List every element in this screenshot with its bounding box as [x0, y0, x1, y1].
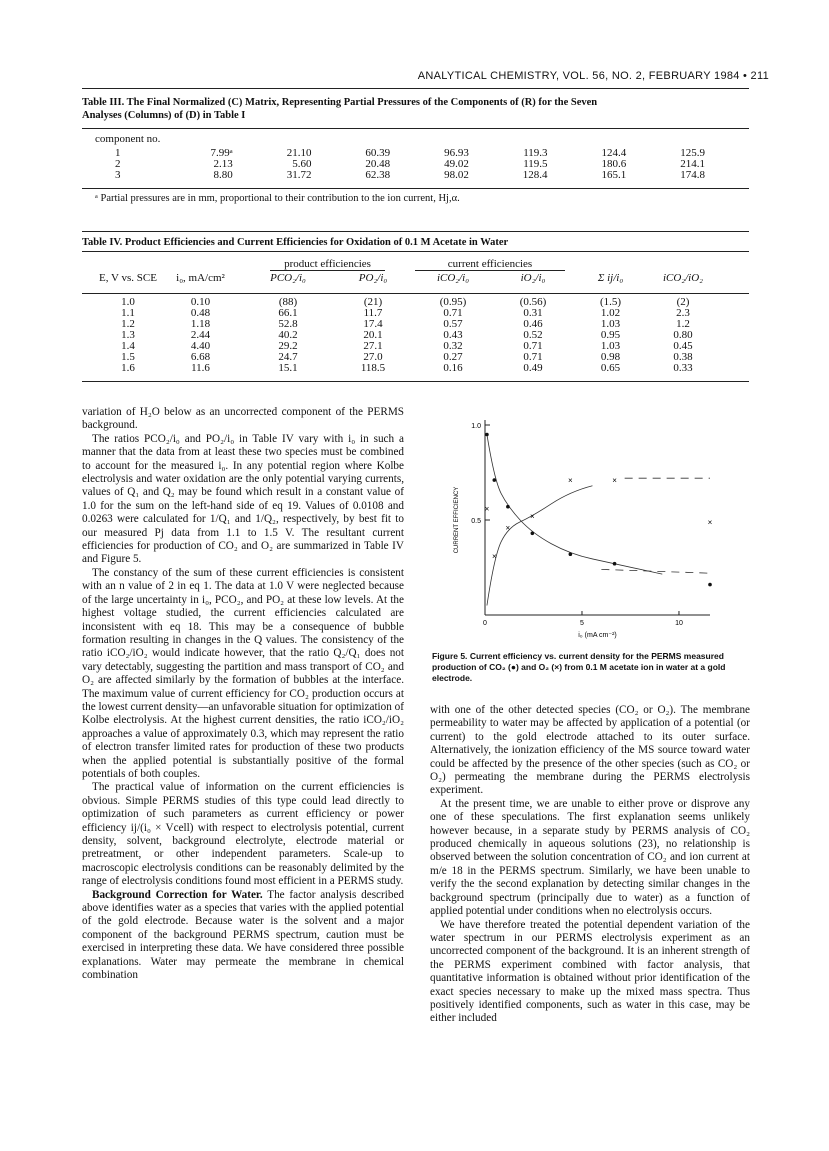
- table4-cell: 1.2: [676, 318, 690, 330]
- co2-point: [485, 433, 489, 437]
- right-paragraph: At the present time, we are unable to either prove or disprove any one of these speculations. The first explanation seems unlikely however because, in a separate study by PERMS analysis of CO₂ produced chemically in aqueous solutions (23), no relationship is observed between the solution concentration of CO₂ and ion current at m/e 18 in the PERMS spectrum. Similarly, we have been unable to verify the the second explanation by detecting similar changes in the background spectrum (principally due to water) as a function of applied potential under conditions when no electrolysis occurs.: [430, 797, 750, 918]
- table4-cell: 0.33: [673, 362, 693, 374]
- left-paragraph: The constancy of the sum of these current efficiencies is consistent with an n value of 2 in eq 1. The data at 1.0 V were neglected because of the large uncertainty in i₀, PCO₂, and PO₂ at these low levels. At the highest voltage studied, the current efficiencies calculated are inconsistent with eq 18. This may be a consequence of bubble formation resulting in changes in the Q values. The consistency of the ratio iCO₂/iO₂ would indicate however, that the ratio Q₂/Q₁ does not vary detectably, suggesting the partition and mass transport of CO₂ and O₂ are affected similarly by the formation of bubbles at the interface. The maximum value of current efficiency for CO₂ production occurs at the lowest current density—an unfavorable situation for optimization of Kolbe electrolysis. At the highest current densities, the ratio iCO₂/iO₂ approaches a value of approximately 0.3, which may represent the ratio of electron transfer limited rates for production of these two products when the applied potential is substantially positive of the formal potentials of both couples.: [82, 566, 404, 780]
- o2-point: ×: [568, 476, 573, 486]
- table4-cell: 0.52: [523, 329, 543, 341]
- table4-cell: 0.16: [443, 362, 463, 374]
- table4-cell: 24.7: [278, 351, 298, 363]
- figure-5-chart: [430, 400, 750, 650]
- table4-caption: Table IV. Product Efficiencies and Current Efficiencies for Oxidation of 0.1 M Acetate in Water: [82, 237, 509, 248]
- table3-caption: [82, 96, 749, 122]
- table4-cell: 27.0: [363, 351, 383, 363]
- o2-trend-line: [484, 486, 593, 606]
- table4-cell: 0.95: [600, 329, 621, 341]
- table3-cell: 214.1: [680, 158, 705, 170]
- table3-cell: 60.39: [365, 147, 391, 159]
- table4-cell: 40.2: [278, 329, 298, 341]
- table3-cell: 119.5: [523, 158, 548, 170]
- table3-cell: 2: [115, 158, 121, 170]
- table3-cell: 180.6: [601, 158, 627, 170]
- table4-cell: 0.57: [443, 318, 463, 330]
- table4-cell: 1.6: [121, 362, 135, 374]
- co2-point: [613, 562, 617, 566]
- table3-cell: 125.9: [680, 147, 705, 159]
- table4-cell: 15.1: [278, 362, 298, 374]
- table4-cell: 0.45: [673, 340, 693, 352]
- right-paragraph: We have therefore treated the potential dependent variation of the water spectrum in our PERMS electrolysis experiment as an uncorrected component of the background. It is an inherent strength of the PERMS experiment combined with factor analysis, that quantitative information is obtained without prior identification of the exact species necessary to make up the mixed mass spectra. Thus positively identified components, such as water in this case, may be either included: [430, 918, 750, 1025]
- table4-cell: 17.4: [363, 318, 383, 330]
- left-paragraph: variation of H₂O below as an uncorrected component of the PERMS background.: [82, 406, 404, 432]
- table4-cell: 0.65: [600, 362, 621, 374]
- table4-cell: 1.0: [121, 296, 135, 308]
- table4-col-head: PO₂/i₀: [358, 272, 388, 284]
- table4-col-head: iCO₂/i₀: [436, 272, 470, 284]
- o2-point: ×: [505, 523, 511, 533]
- table4-col-head: PCO₂/i₀: [270, 272, 306, 284]
- table4-cell: 0.49: [523, 362, 543, 374]
- table4-cell: 1.2: [121, 318, 135, 330]
- right-column: [430, 704, 750, 1026]
- o2-point: ×: [484, 504, 490, 514]
- top-rule: [82, 88, 749, 89]
- table3-cell: 21.10: [286, 147, 312, 159]
- co2-point: [493, 478, 497, 482]
- table3-cell: 3: [115, 169, 121, 181]
- o2-point: ×: [707, 517, 713, 527]
- table4-cell: 1.3: [121, 329, 135, 341]
- co2-point: [531, 532, 535, 536]
- table4-cell: 0.98: [600, 351, 621, 363]
- table4-cell: (88): [278, 296, 298, 308]
- table3-cell: 174.8: [680, 169, 705, 181]
- table4-cell: 29.2: [278, 340, 298, 352]
- table4-group-current: current efficiencies: [415, 258, 565, 271]
- table3-cell: 62.38: [365, 169, 391, 181]
- table3-footnote: ᵃ Partial pressures are in mm, proportional to their contribution to the ion current, Hj,α.: [95, 193, 460, 204]
- figure-5-caption-label: Figure 5.: [432, 651, 468, 661]
- table4-cell: 0.48: [190, 307, 211, 319]
- o2-point: ×: [612, 476, 617, 486]
- table4-cell: 2.44: [190, 329, 211, 341]
- table3-col-head: component no.: [95, 133, 161, 145]
- table4-col-head: iO₂/i₀: [520, 272, 546, 284]
- background-text: The factor analysis described above identifies water as a species that varies with the applied potential of the gold electrode. Because water is the solvent and a major component of the background PERMS spectrum, caution must be exercised in interpreting these data. We have considered three possible explanations. Water may permeate the membrane in chemical combination: [82, 888, 404, 982]
- table4-cell: 2.3: [676, 307, 690, 319]
- co2-point: [708, 583, 712, 587]
- o2-point: ×: [529, 512, 535, 522]
- background-heading: Background Correction for Water.: [92, 888, 263, 901]
- co2-trend-line: [484, 435, 662, 575]
- x-tick-label: 0: [483, 620, 487, 627]
- table3-cell: 124.4: [601, 147, 627, 159]
- table3: [115, 148, 705, 181]
- table4-cell: 1.5: [121, 351, 135, 363]
- x-axis-label: i₀ (mA cm⁻²): [578, 632, 617, 639]
- o2-point: ×: [491, 552, 497, 562]
- table3-cell: 98.02: [444, 169, 469, 181]
- table4-cell: 20.1: [363, 329, 383, 341]
- table4-cell: 0.43: [443, 329, 463, 341]
- table3-cell: 8.80: [213, 169, 233, 181]
- table4-cell: 0.38: [673, 351, 693, 363]
- table4-cell: 1.02: [600, 307, 621, 319]
- table4-cell: 11.7: [363, 307, 383, 319]
- y-axis-label: CURRENT EFFICIENCY: [454, 486, 460, 554]
- left-paragraph: The practical value of information on the current efficiencies is obvious. Simple PERMS studies of this type could lead directly to optimization of such parameters as current efficiency or power efficiency ij/(i₀ × Vcell) with respect to electrolysis potential, current density, solvent, background electrolyte, electrode material or pretreatment, or other independent parameters. Scale-up to macroscopic electrolysis conditions can be reasonably delimited by the range of electrolysis conditions found most efficient in a PERMS study.: [82, 781, 404, 888]
- table3-cell: 7.99ᵃ: [210, 147, 233, 159]
- table4-cell: (2): [676, 296, 690, 308]
- table3-caption-line1: Table III. The Final Normalized (C) Matrix, Representing Partial Pressures of the Components of (R) for the Seven: [82, 97, 598, 108]
- table4-cell: 1.03: [600, 340, 621, 352]
- figure-5-caption: [432, 651, 750, 684]
- figure-5-caption-text: Current efficiency vs. current density for the PERMS measured production of CO₂ (●) and O₂ (×) from 0.1 M acetate ion in water at a gold electrode.: [432, 651, 726, 683]
- table4-cell: 0.27: [443, 351, 463, 363]
- table3-row: [115, 170, 705, 181]
- table4-cell: (0.56): [519, 296, 547, 308]
- table4-top-rule: [82, 231, 749, 232]
- table4-cell: 0.80: [673, 329, 693, 341]
- table3-cell: 96.93: [444, 147, 469, 159]
- table4-cell: 0.46: [523, 318, 543, 330]
- table4-cell: 0.71: [443, 307, 463, 319]
- table4-cell: 11.6: [191, 362, 210, 374]
- table3-cell: 31.72: [286, 169, 312, 181]
- table4-group-product: product efficiencies: [270, 258, 385, 271]
- co2-point: [506, 505, 510, 509]
- table4-col-head: E, V vs. SCE: [99, 272, 157, 284]
- table4-cell: 66.1: [278, 307, 298, 319]
- table3-cell: 5.60: [292, 158, 312, 170]
- table3-caption-line2: Analyses (Columns) of (D) in Table I: [82, 110, 246, 121]
- table4-cell: 0.10: [190, 296, 211, 308]
- left-column: [82, 406, 404, 982]
- table4-head-rule: [82, 293, 749, 294]
- table4-row: [98, 363, 718, 374]
- table3-cell: 119.3: [523, 147, 548, 159]
- table4-cell: 4.40: [190, 340, 211, 352]
- table4-cell: 118.5: [360, 362, 386, 374]
- table4-cell: 1.4: [121, 340, 135, 352]
- table4-cell: 0.32: [443, 340, 463, 352]
- right-paragraph: with one of the other detected species (CO₂ or O₂). The membrane permeability to water may be affected by application of a potential (or current) to the gold electrode attached to its outer surface. Alternatively, the ionization efficiency of the MS source toward water could be affected by the presence of the other species (such as CO₂ or O₂) permeating the membrane during the PERMS electrolysis experiment.: [430, 704, 750, 797]
- co2-point: [569, 552, 573, 556]
- table4-cell: 27.1: [363, 340, 383, 352]
- table4-bottom-rule: [82, 381, 749, 382]
- table4-cell: (1.5): [599, 296, 622, 308]
- x-tick-label: 5: [580, 620, 584, 627]
- table4-cell: 1.03: [600, 318, 621, 330]
- table4-cell: 0.71: [523, 340, 543, 352]
- table4-col-head: iCO₂/iO₂: [662, 272, 704, 284]
- background-section: [82, 889, 404, 983]
- x-tick-label: 10: [675, 620, 683, 627]
- table4-cell: 1.18: [190, 318, 211, 330]
- left-paragraph: The ratios PCO₂/i₀ and PO₂/i₀ in Table IV vary with i₀ in such a manner that the data from at least these two species must be combined to account for the measured i₀. In any potential region where Kolbe electrolysis and water oxidation are the only potential varying currents, values of Q₁ and Q₂ may be found which result in a constant value of 1.0 for the sum on the left-hand side of eq 19. Values of 0.0108 and 0.0263 were calculated for 1/Q₁ and 1/Q₂, respectively, by best fit to our measured Pj data from 1.1 to 1.5 V. The resultant current efficiencies for production of CO₂ and O₂ are summarized in Table IV and Figure 5.: [82, 432, 404, 566]
- table4-rule: [82, 251, 749, 252]
- table4-col-head: i₀, mA/cm²: [176, 272, 225, 284]
- table4-cell: 52.8: [278, 318, 298, 330]
- y-tick-label: 0.5: [471, 518, 481, 525]
- table4-cell: 6.68: [190, 351, 211, 363]
- table3-cell: 49.02: [444, 158, 469, 170]
- table4-cell: (0.95): [439, 296, 467, 308]
- table3-cell: 128.4: [522, 169, 548, 181]
- table4-cell: 1.1: [121, 307, 135, 319]
- table3-cell: 2.13: [213, 158, 233, 170]
- running-header: ANALYTICAL CHEMISTRY, VOL. 56, NO. 2, FEBRUARY 1984 • 211: [417, 70, 769, 82]
- table4-col-head: Σ ij/i₀: [597, 272, 624, 284]
- table4-cell: 0.31: [523, 307, 543, 319]
- table4: [98, 297, 718, 374]
- table3-rule: [82, 128, 749, 129]
- table4-cell: 0.71: [523, 351, 543, 363]
- y-tick-label: 1.0: [471, 423, 481, 430]
- table3-cell: 20.48: [365, 158, 391, 170]
- table3-cell: 1: [115, 147, 121, 159]
- table4-cell: (21): [363, 296, 383, 308]
- table3-cell: 165.1: [601, 169, 627, 181]
- table3-bottom-rule: [82, 188, 749, 189]
